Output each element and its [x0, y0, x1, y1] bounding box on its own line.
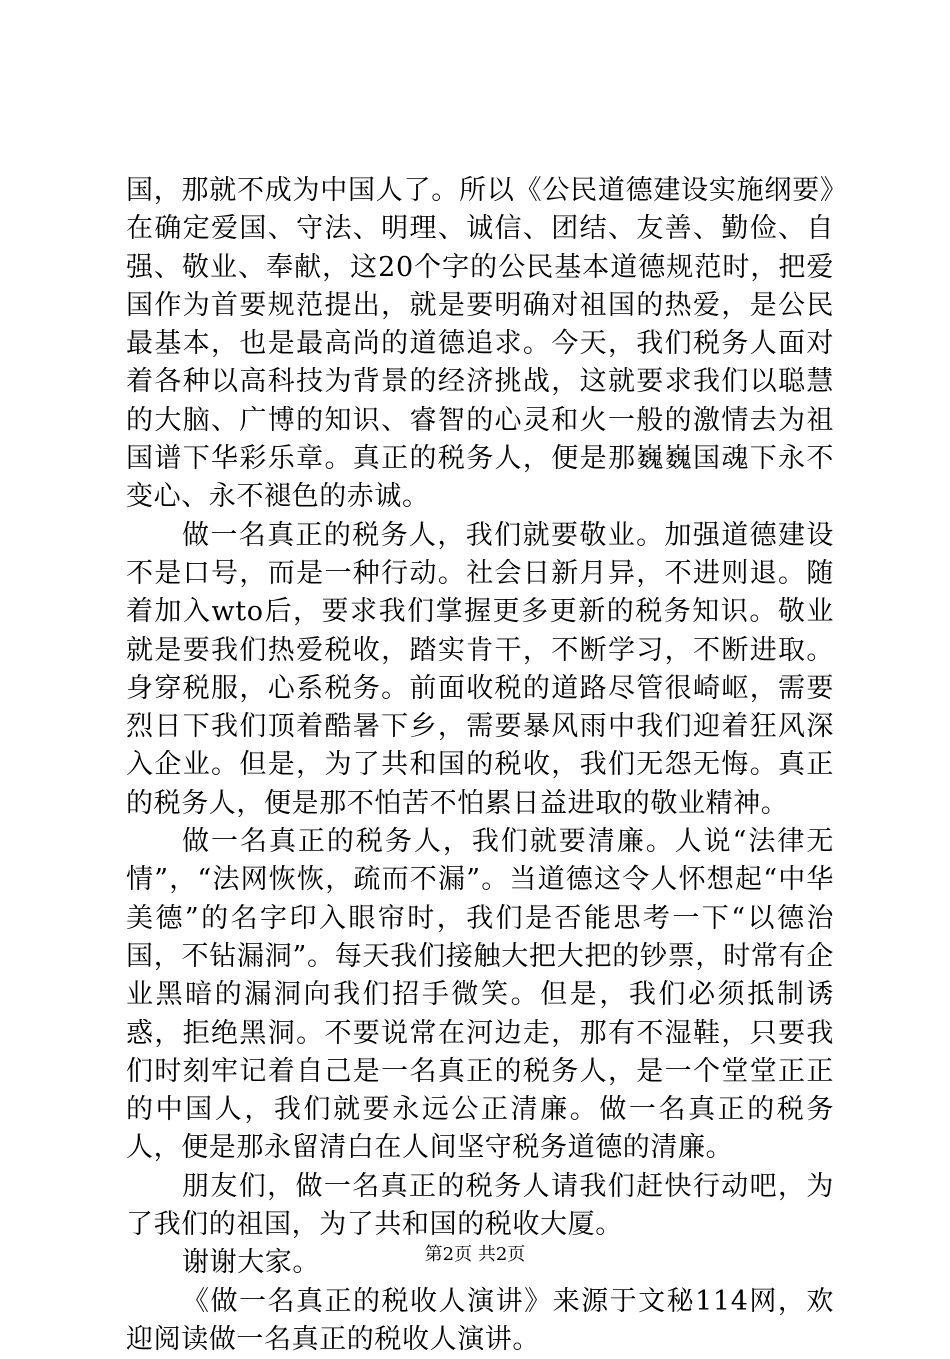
- body-paragraph-6: 《做一名真正的税收人演讲》来源于文秘114网，欢迎阅读做一名真正的税收人演讲。: [126, 1285, 834, 1355]
- page-number-label: 第2页 共2页: [424, 1244, 526, 1265]
- body-paragraph-3: 做一名真正的税务人，我们就要清廉。人说“法律无情”，“法网恢恢，疏而不漏”。当道德这令人怀想起“中华美德”的名字印入眼帘时，我们是否能思考一下“以德治国，不钻漏洞”。每天我们接触大把大把的钞票，时常有企业黑暗的漏洞向我们招手微笑。但是，我们必须抵制诱惑，拒绝黑洞。不要说常在河边走，那有不湿鞋，只要我们时刻牢记着自己是一名真正的税务人，是一个堂堂正正的中国人，我们就要永远公正清廉。做一名真正的税务人，便是那永留清白在人间坚守税务道德的清廉。: [126, 826, 834, 1164]
- body-paragraph-2: 做一名真正的税务人，我们就要敬业。加强道德建设不是口号，而是一种行动。社会日新月异，不进则退。随着加入wto后，要求我们掌握更多更新的税务知识。敬业就是要我们热爱税收，踏实肯干，不断学习，不断进取。身穿税服，心系税务。前面收税的道路尽管很崎岖，需要烈日下我们顶着酷暑下乡，需要暴风雨中我们迎着狂风深入企业。但是，为了共和国的税收，我们无怨无悔。真正的税务人，便是那不怕苦不怕累日益进取的敬业精神。: [126, 519, 834, 819]
- body-paragraph-4: 朋友们，做一名真正的税务人请我们赶快行动吧，为了我们的祖国，为了共和国的税收大厦。: [126, 1170, 834, 1241]
- document-body: [126, 172, 834, 1359]
- page-footer: [0, 1244, 950, 1266]
- body-paragraph-5: 谢谢大家。: [182, 1247, 320, 1279]
- body-paragraph-1: 国，那就不成为中国人了。所以《公民道德建设实施纲要》在确定爱国、守法、明理、诚信、团结、友善、勤俭、自强、敬业、奉献，这20个字的公民基本道德规范时，把爱国作为首要规范提出，就是要明确对祖国的热爱，是公民最基本，也是最高尚的道德追求。今天，我们税务人面对着各种以高科技为背景的经济挑战，这就要求我们以聪慧的大脑、广博的知识、睿智的心灵和火一般的激情去为祖国谱下华彩乐章。真正的税务人，便是那巍巍国魂下永不变心、永不褪色的赤诚。: [126, 175, 834, 513]
